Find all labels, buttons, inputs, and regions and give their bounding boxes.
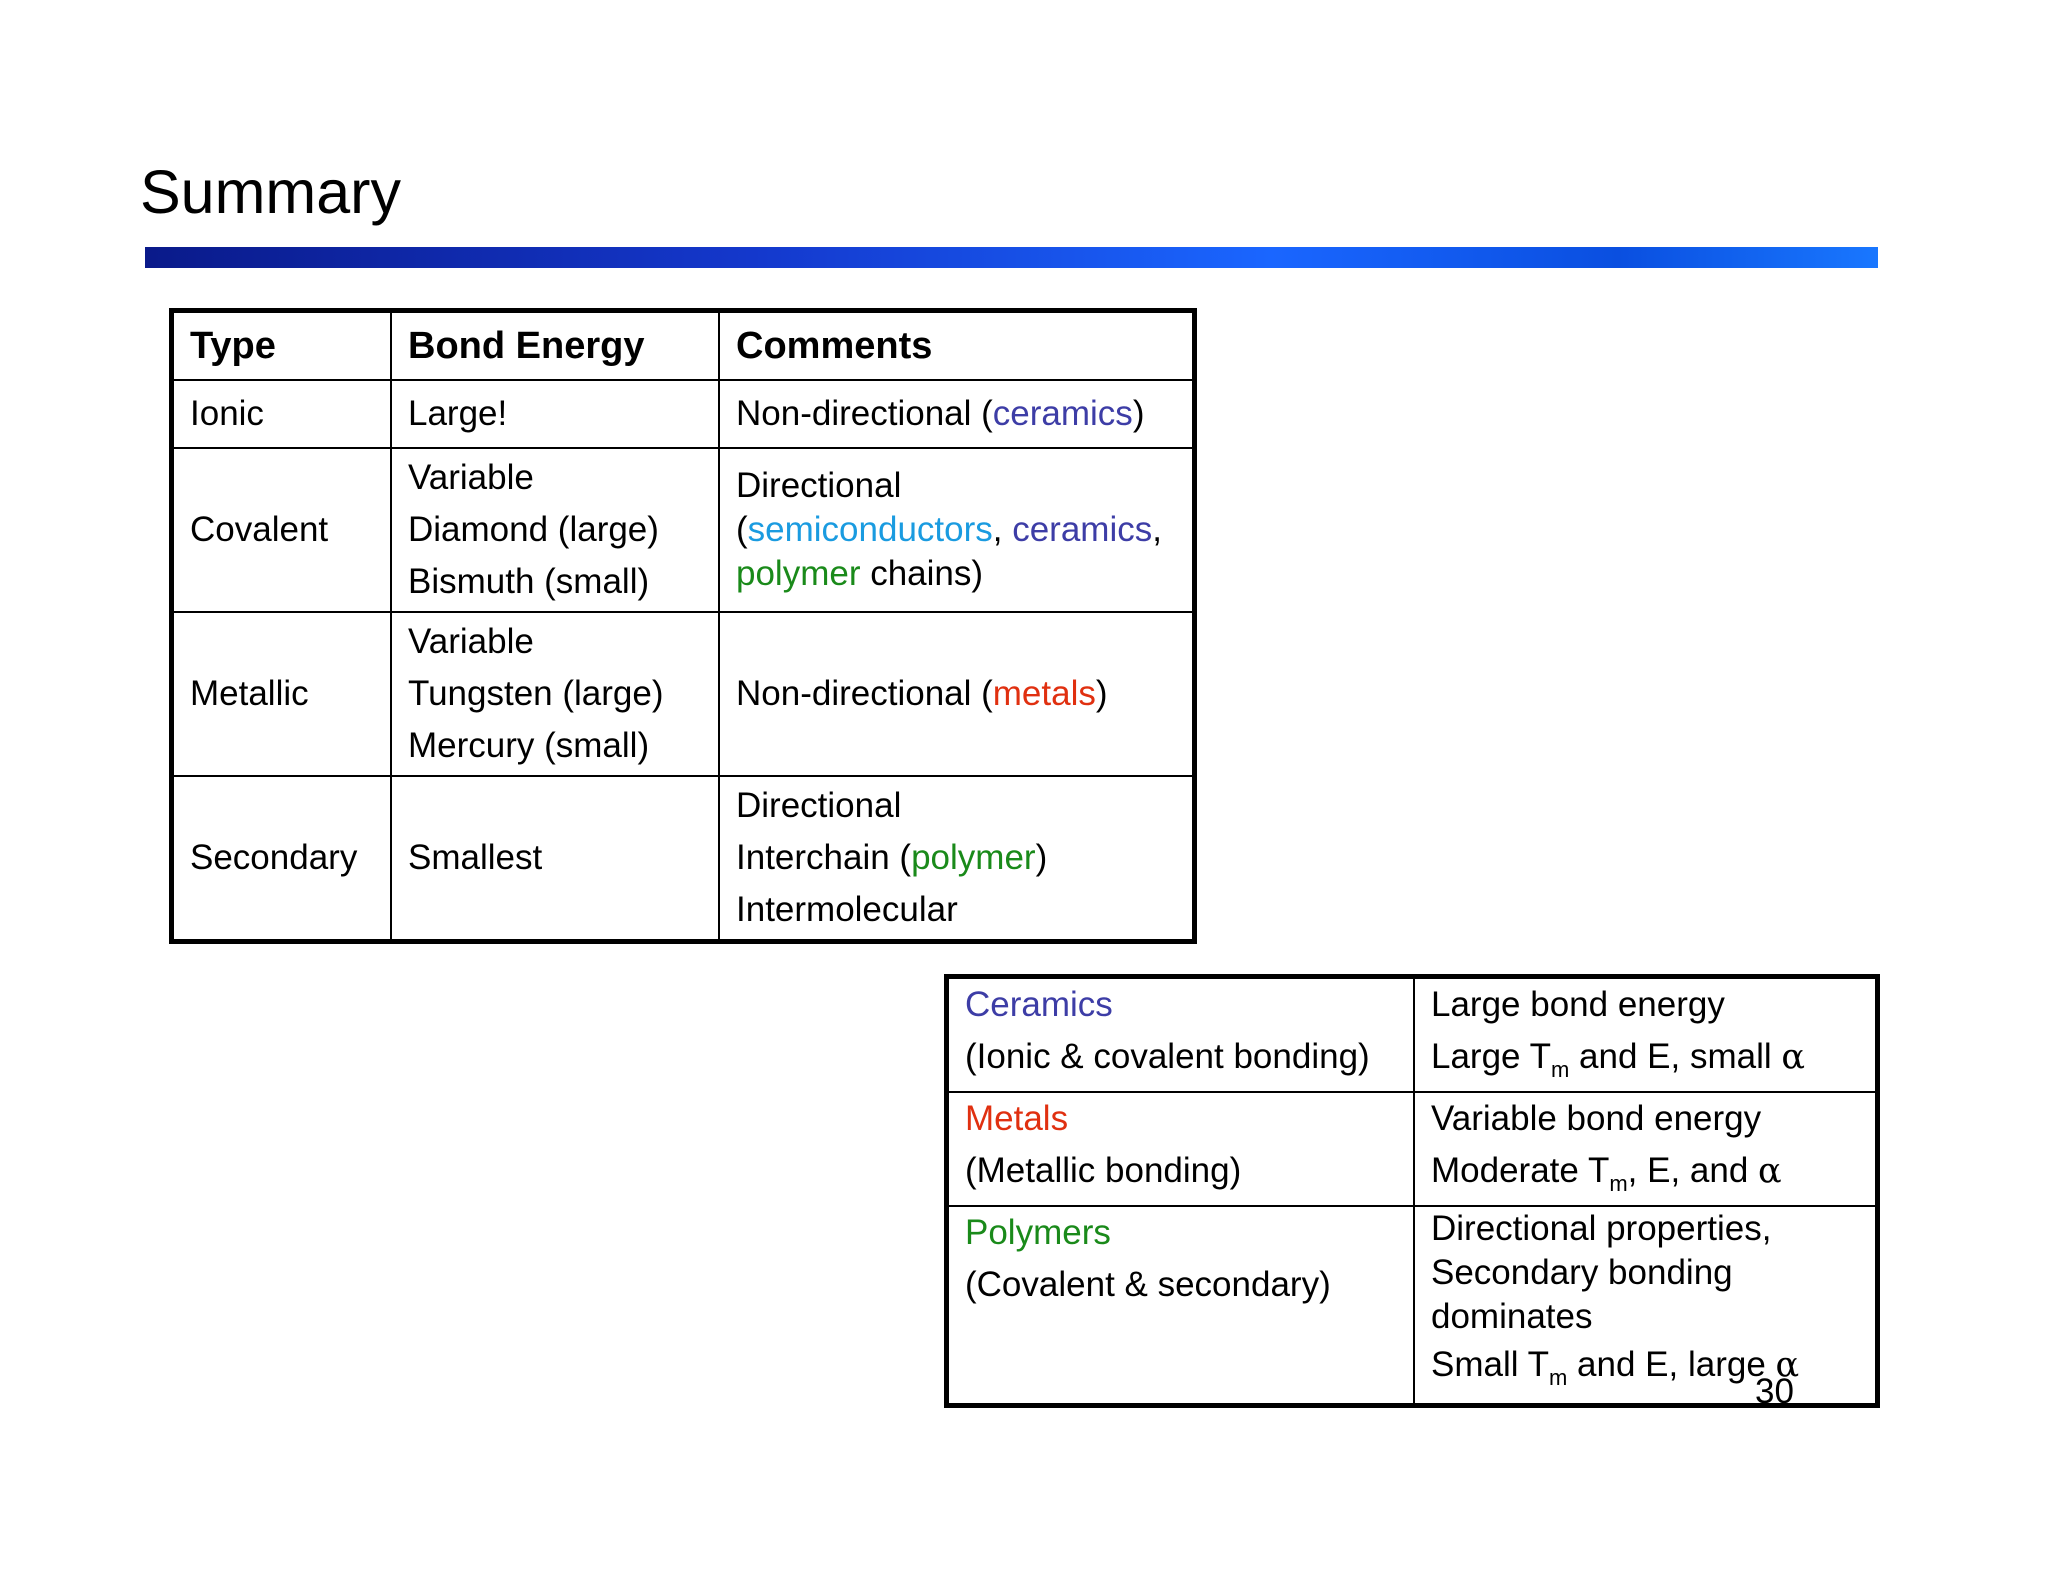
- comment-line: Intermolecular: [736, 890, 958, 929]
- title-underline-bar: [145, 247, 1878, 268]
- property-line: Secondary bonding: [1431, 1253, 1733, 1292]
- comment-text: Non-directional (: [736, 394, 993, 433]
- subscript: m: [1609, 1171, 1628, 1196]
- header-bond-energy: Bond Energy: [391, 311, 719, 381]
- material-cell: [947, 1206, 1415, 1406]
- comment-line: Directional: [736, 786, 902, 825]
- property-line: [1431, 1145, 1859, 1197]
- table-row-secondary: [172, 776, 1195, 942]
- energy-cell: Large!: [391, 380, 719, 448]
- polymer-label: polymer: [911, 838, 1036, 877]
- energy-cell: [391, 612, 719, 776]
- properties-cell: [1414, 1206, 1878, 1406]
- comments-cell: [719, 776, 1195, 942]
- subscript: m: [1549, 1365, 1568, 1390]
- table-header-row: [172, 311, 1195, 381]
- alpha-symbol: α: [1758, 1151, 1782, 1191]
- energy-line: Tungsten (large): [408, 674, 664, 713]
- bond-types-table: [169, 308, 1197, 944]
- header-type: Type: [172, 311, 392, 381]
- energy-cell: [391, 448, 719, 612]
- comments-cell: [719, 612, 1195, 776]
- comment-line: [736, 552, 1176, 596]
- comment-text: ,: [1152, 510, 1162, 549]
- properties-cell: [1414, 1092, 1878, 1206]
- material-cell: [947, 977, 1415, 1093]
- comment-line: [736, 832, 1176, 884]
- header-comments: Comments: [719, 311, 1195, 381]
- property-text: Large T: [1431, 1037, 1551, 1076]
- material-name: Metals: [965, 1099, 1069, 1138]
- energy-line: Variable: [408, 622, 534, 661]
- comment-text: (: [736, 510, 748, 549]
- comments-cell: [719, 448, 1195, 612]
- table-row-ionic: [172, 380, 1195, 448]
- energy-line: Bismuth (small): [408, 562, 650, 601]
- material-bonding: (Covalent & secondary): [965, 1265, 1331, 1304]
- type-cell: Ionic: [172, 380, 392, 448]
- type-cell: Covalent: [172, 448, 392, 612]
- ceramics-label: ceramics: [1012, 510, 1153, 549]
- metals-label: metals: [992, 674, 1096, 713]
- property-text: and E, small: [1569, 1037, 1782, 1076]
- alpha-symbol: α: [1775, 1345, 1800, 1385]
- energy-line: Diamond (large): [408, 510, 659, 549]
- material-name: Polymers: [965, 1213, 1111, 1252]
- page-number: 30: [1755, 1372, 1794, 1411]
- semiconductors-label: semiconductors: [747, 510, 993, 549]
- properties-cell: [1414, 977, 1878, 1093]
- slide-title: Summary: [140, 158, 401, 226]
- material-name: Ceramics: [965, 985, 1113, 1024]
- comment-text: ): [1035, 838, 1048, 877]
- comment-line: Directional: [736, 466, 902, 505]
- property-line: Variable bond energy: [1431, 1099, 1762, 1138]
- table-row-covalent: [172, 448, 1195, 612]
- comment-text: ,: [992, 510, 1013, 549]
- table-row-metals: [947, 1092, 1878, 1206]
- comments-cell: [719, 380, 1195, 448]
- property-line: dominates: [1431, 1297, 1593, 1336]
- comment-line: [736, 508, 1176, 552]
- material-bonding: (Ionic & covalent bonding): [965, 1037, 1370, 1076]
- property-text: and E, large: [1567, 1345, 1776, 1384]
- property-line: Directional properties,: [1431, 1209, 1772, 1248]
- property-line: [1431, 1339, 1859, 1391]
- energy-line: Variable: [408, 458, 534, 497]
- energy-line: Mercury (small): [408, 726, 650, 765]
- table-row-polymers: [947, 1206, 1878, 1406]
- type-cell: Secondary: [172, 776, 392, 942]
- material-bonding: (Metallic bonding): [965, 1151, 1242, 1190]
- property-text: Small T: [1431, 1345, 1549, 1384]
- property-text: , E, and: [1627, 1151, 1759, 1190]
- materials-properties-table: [944, 974, 1880, 1408]
- property-text: Moderate T: [1431, 1151, 1610, 1190]
- comment-text: ): [1132, 394, 1145, 433]
- subscript: m: [1551, 1057, 1570, 1082]
- table-row-metallic: [172, 612, 1195, 776]
- comment-text: Interchain (: [736, 838, 912, 877]
- alpha-symbol: α: [1781, 1037, 1806, 1077]
- material-cell: [947, 1092, 1415, 1206]
- energy-cell: Smallest: [391, 776, 719, 942]
- table-row-ceramics: [947, 977, 1878, 1093]
- ceramics-label: ceramics: [992, 394, 1133, 433]
- property-line: [1431, 1031, 1859, 1083]
- polymer-label: polymer: [736, 554, 861, 593]
- comment-text: chains): [860, 554, 984, 593]
- comment-text: Non-directional (: [736, 674, 993, 713]
- property-line: Large bond energy: [1431, 985, 1725, 1024]
- type-cell: Metallic: [172, 612, 392, 776]
- comment-text: ): [1095, 674, 1108, 713]
